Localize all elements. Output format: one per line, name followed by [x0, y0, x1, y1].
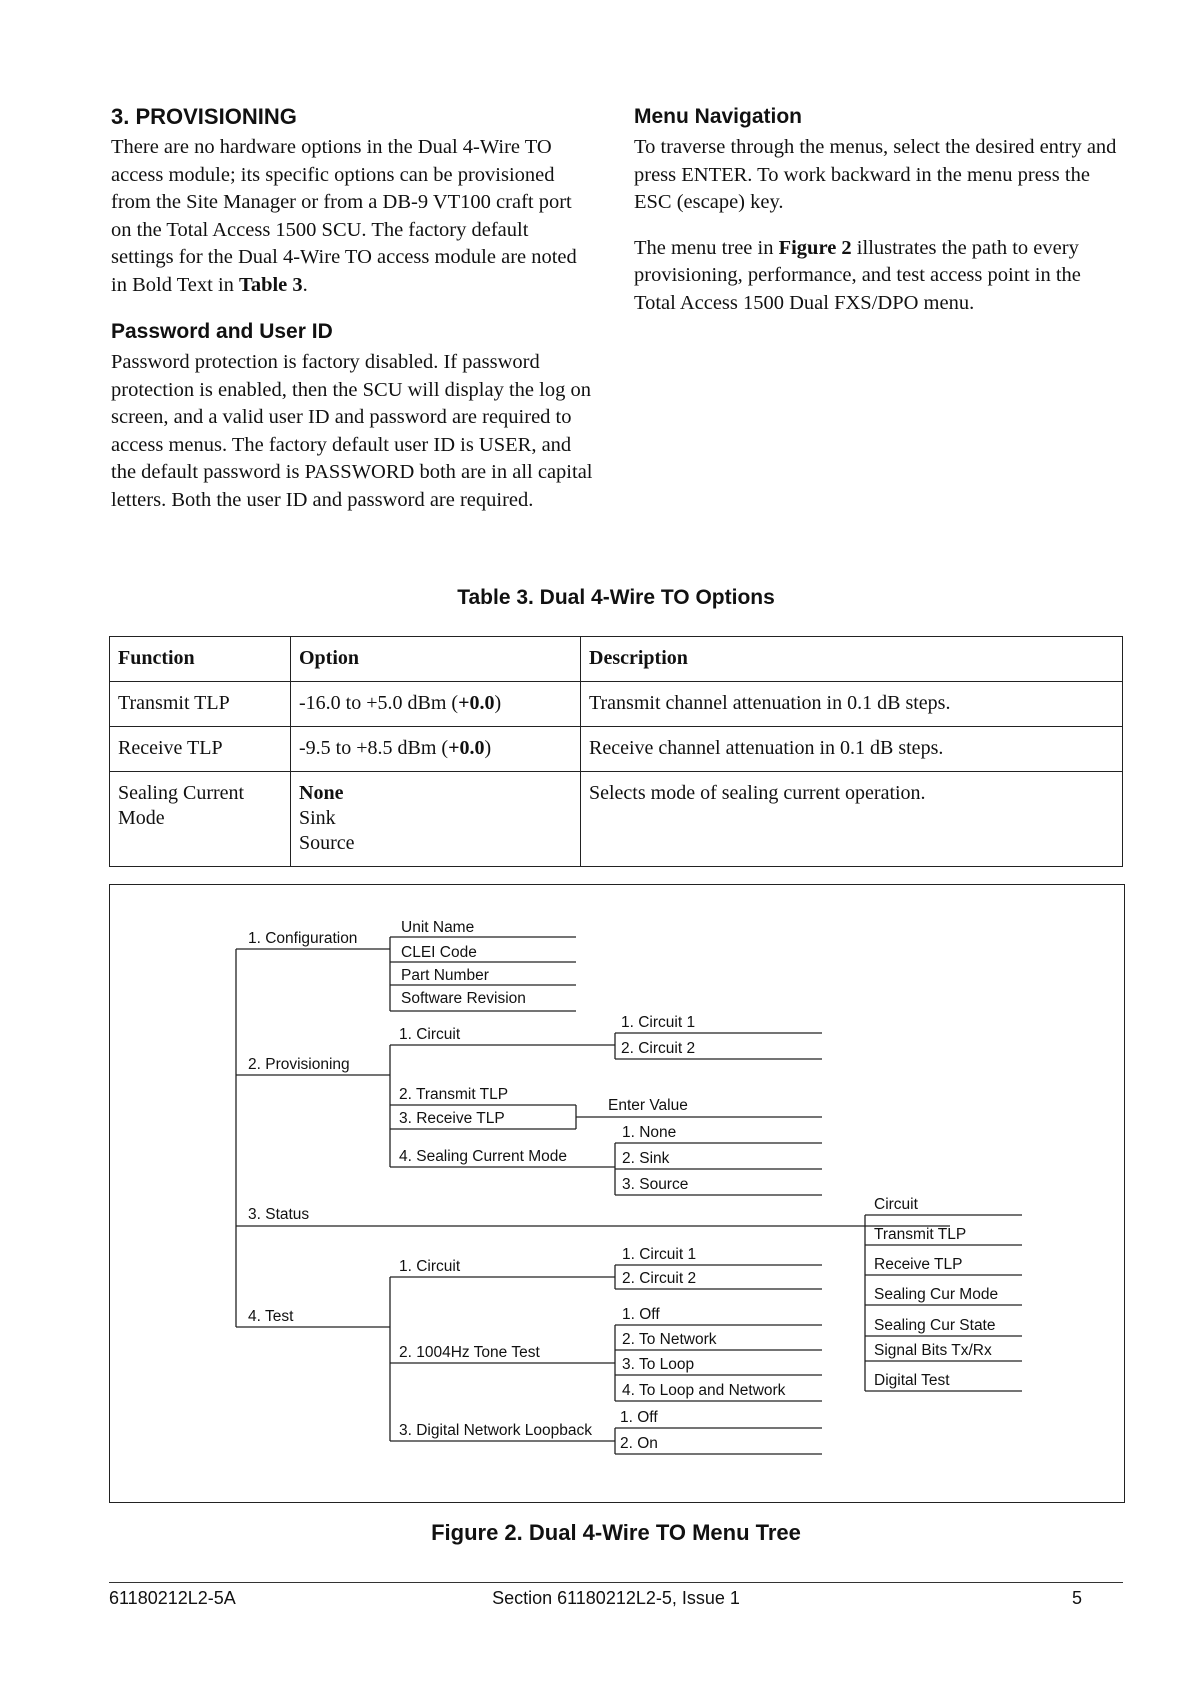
footer-rule	[109, 1582, 1123, 1583]
config-item: Software Revision	[401, 990, 526, 1007]
menu-configuration: 1. Configuration	[248, 930, 358, 947]
password-paragraph: Password protection is factory disabled. If password protection is enabled, then the SCU will display the log on screen, and a valid user ID and password are required to access menus. The factory default user ID is USER, and the default password is PASSWORD both are in all capital letters. Both the user ID and password are required.	[111, 351, 593, 511]
provisioning-text-end: .	[302, 273, 308, 296]
menu-provisioning: 2. Provisioning	[248, 1056, 350, 1073]
cell-function: Receive TLP	[110, 727, 291, 772]
sealing-item: 2. Sink	[622, 1150, 670, 1167]
prov-item: 2. Transmit TLP	[399, 1086, 509, 1103]
option-range: -9.5 to +8.5 dBm (	[299, 737, 449, 759]
option-close: )	[494, 692, 502, 714]
table-row	[110, 727, 1123, 772]
cell-option	[291, 772, 581, 867]
status-item: Signal Bits Tx/Rx	[874, 1342, 992, 1359]
footer-section: Section 61180212L2-5, Issue 1	[492, 1588, 740, 1608]
table-row	[110, 682, 1123, 727]
status-item: Sealing Cur State	[874, 1317, 996, 1334]
tone-item: 4. To Loop and Network	[622, 1382, 786, 1399]
status-item: Digital Test	[874, 1372, 950, 1389]
tlp-enter-value: Enter Value	[608, 1097, 688, 1114]
menu-status: 3. Status	[248, 1206, 310, 1223]
option-default: +0.0	[458, 692, 495, 714]
test-circuit-item: 2. Circuit 2	[622, 1270, 697, 1287]
menu-test: 4. Test	[248, 1308, 294, 1325]
status-item: Transmit TLP	[874, 1226, 967, 1243]
option-default: +0.0	[448, 737, 485, 759]
sealing-item: 3. Source	[622, 1176, 689, 1193]
config-item: CLEI Code	[401, 944, 477, 961]
subheading-password: Password and User ID	[111, 320, 333, 343]
cell-description: Transmit channel attenuation in 0.1 dB steps.	[581, 682, 1123, 727]
page-number: 5	[1071, 1588, 1082, 1608]
header-description: Description	[581, 637, 1123, 682]
prov-circuit-item: 2. Circuit 2	[621, 1040, 696, 1057]
prov-item: 1. Circuit	[399, 1026, 461, 1043]
config-item: Unit Name	[401, 919, 475, 936]
prov-circuit-item: 1. Circuit 1	[621, 1014, 696, 1031]
figure-2-reference: Figure 2	[778, 236, 852, 259]
test-item: 3. Digital Network Loopback	[399, 1422, 592, 1439]
prov-item: 3. Receive TLP	[399, 1110, 505, 1127]
status-item: Receive TLP	[874, 1256, 963, 1273]
provisioning-paragraph	[111, 134, 594, 299]
prov-item: 4. Sealing Current Mode	[399, 1148, 568, 1165]
provisioning-text: There are no hardware options in the Dual 4-Wire TO access module; its specific options can be provisioned from the Site Manager or from a DB-9 VT100 craft port on the Total Access 1500 SCU. The factory default settings for the Dual 4-Wire TO access module are noted in Bold Text in	[111, 136, 577, 296]
config-item: Part Number	[401, 967, 489, 984]
tone-item: 2. To Network	[622, 1331, 717, 1348]
options-table	[109, 636, 1123, 867]
header-function: Function	[110, 637, 291, 682]
sealing-item: 1. None	[622, 1124, 677, 1141]
menu-tree-figure	[109, 884, 1125, 1503]
cell-function: Sealing Current Mode	[110, 772, 291, 867]
option-value: Source	[299, 832, 355, 854]
left-column	[111, 104, 594, 514]
right-column	[634, 104, 1124, 317]
option-range: -16.0 to +5.0 dBm (	[299, 692, 459, 714]
subheading-menu-navigation: Menu Navigation	[634, 105, 803, 128]
option-default: None	[299, 782, 344, 804]
loopback-item: 1. Off	[620, 1409, 658, 1426]
tone-item: 3. To Loop	[622, 1356, 695, 1373]
cell-description: Selects mode of sealing current operation.	[581, 772, 1123, 867]
cell-option	[291, 682, 581, 727]
option-close: )	[484, 737, 492, 759]
test-item: 1. Circuit	[399, 1258, 461, 1275]
option-value: Sink	[299, 807, 336, 829]
tone-item: 1. Off	[622, 1306, 660, 1323]
cell-description: Receive channel attenuation in 0.1 dB steps.	[581, 727, 1123, 772]
loopback-item: 2. On	[620, 1435, 658, 1452]
test-circuit-item: 1. Circuit 1	[622, 1246, 697, 1263]
status-item: Circuit	[874, 1196, 918, 1213]
table-title: Table 3. Dual 4-Wire TO Options	[457, 586, 775, 609]
table-3-reference: Table 3	[239, 273, 303, 296]
table-header-row	[110, 637, 1123, 682]
cell-option	[291, 727, 581, 772]
menu-tree-text: The menu tree in	[634, 236, 779, 259]
menu-tree-text-end: illustrates the path to every provisioning, performance, and test access point in the Total Access 1500 Dual FXS/DPO menu.	[634, 236, 1081, 314]
test-item: 2. 1004Hz Tone Test	[399, 1344, 540, 1361]
header-option: Option	[291, 637, 581, 682]
status-item: Sealing Cur Mode	[874, 1286, 999, 1303]
menu-tree-diagram	[110, 885, 1124, 1502]
section-heading-provisioning: 3. PROVISIONING	[111, 104, 297, 129]
menu-navigation-paragraph: To traverse through the menus, select the desired entry and press ENTER. To work backward in the menu press the ESC (escape) key.	[634, 136, 1117, 213]
menu-tree-paragraph	[634, 235, 1124, 318]
footer-doc-number: 61180212L2-5A	[109, 1588, 236, 1608]
cell-function: Transmit TLP	[110, 682, 291, 727]
table-row	[110, 772, 1123, 867]
figure-title: Figure 2. Dual 4-Wire TO Menu Tree	[431, 1520, 801, 1545]
